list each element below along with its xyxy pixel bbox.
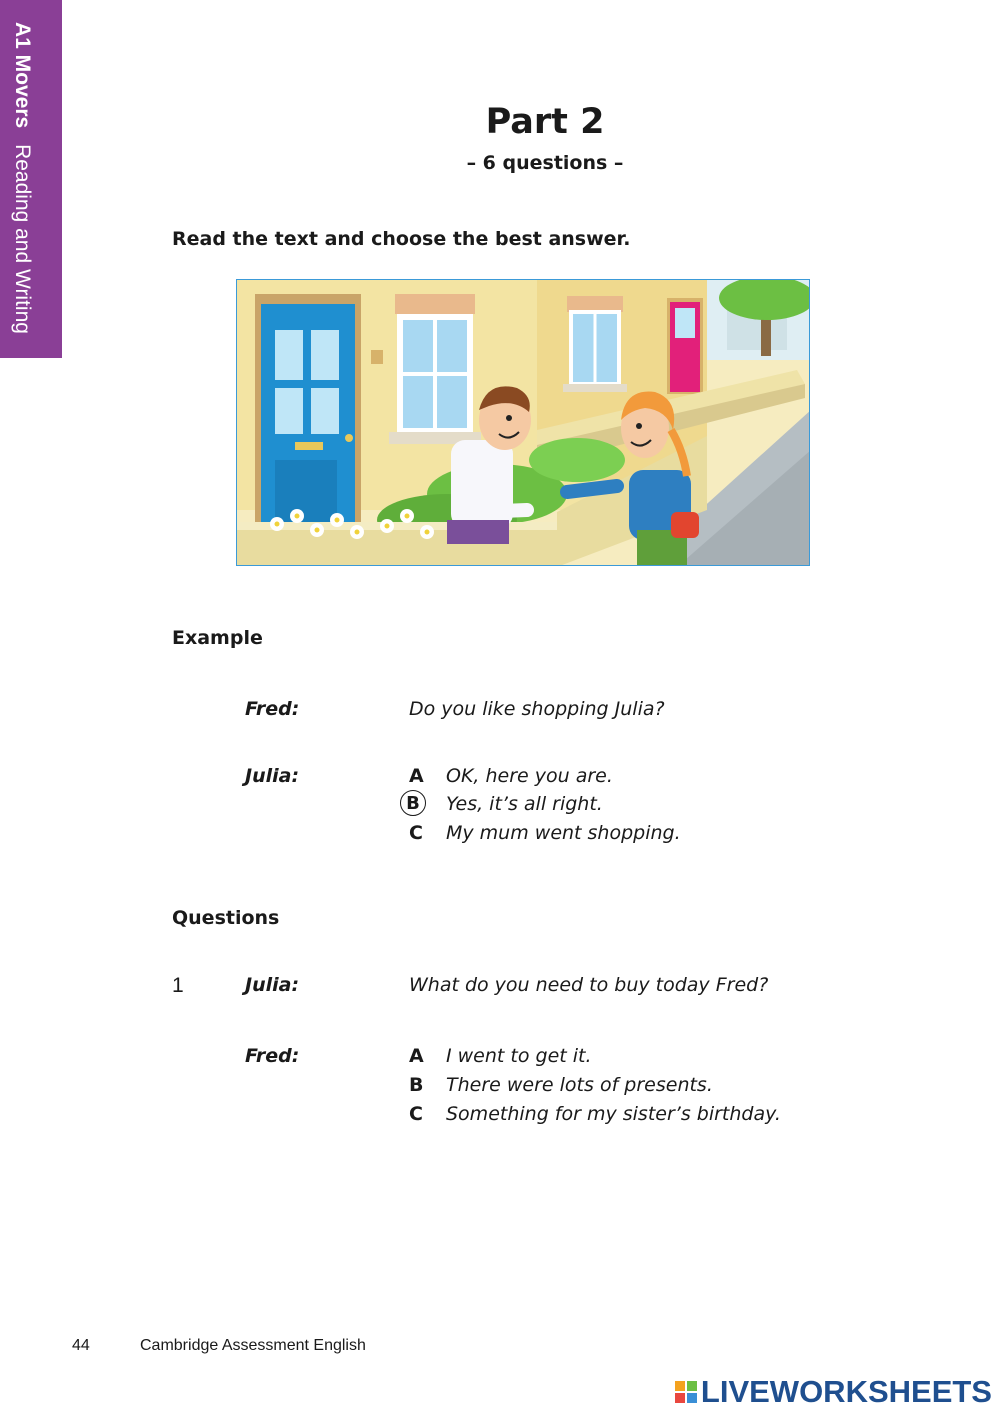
questions-heading: Questions	[172, 907, 280, 929]
option-text[interactable]: Something for my sister’s birthday.	[446, 1103, 781, 1125]
part-title: Part 2	[485, 102, 605, 142]
liveworksheets-watermark[interactable]	[675, 1375, 992, 1409]
question-number: 1	[172, 974, 184, 997]
instruction-text: Read the text and choose the best answer.	[172, 228, 631, 250]
side-tab-level: A1 Movers	[11, 22, 34, 129]
example-question: Do you like shopping Julia?	[409, 698, 665, 720]
illustration-street-scene	[236, 279, 810, 566]
side-tab	[0, 0, 62, 358]
question-1-speaker-fred: Fred:	[245, 1045, 300, 1067]
publisher-name: Cambridge Assessment English	[140, 1337, 366, 1354]
example-heading: Example	[172, 627, 263, 649]
option-text[interactable]: I went to get it.	[446, 1045, 592, 1067]
page-number: 44	[72, 1337, 90, 1354]
example-speaker-julia: Julia:	[245, 765, 300, 787]
option-letter: C	[409, 822, 423, 844]
option-text: OK, here you are.	[446, 765, 613, 787]
liveworksheets-logo-icon	[675, 1381, 697, 1403]
side-tab-text	[10, 22, 34, 334]
watermark-text: LIVEWORKSHEETS	[700, 1374, 992, 1409]
part-subtitle: – 6 questions –	[466, 152, 624, 174]
question-1-text: What do you need to buy today Fred?	[409, 974, 769, 996]
option-letter-circled: B	[400, 790, 426, 816]
side-tab-paper: Reading and Writing	[11, 144, 34, 334]
illustration-svg	[237, 280, 810, 566]
option-letter[interactable]: A	[409, 1045, 424, 1067]
example-speaker-fred: Fred:	[245, 698, 300, 720]
option-letter: A	[409, 765, 424, 787]
option-text: My mum went shopping.	[446, 822, 681, 844]
option-text: Yes, it’s all right.	[446, 793, 603, 815]
option-text[interactable]: There were lots of presents.	[446, 1074, 713, 1096]
question-1-speaker-julia: Julia:	[245, 974, 300, 996]
option-letter[interactable]: C	[409, 1103, 423, 1125]
option-letter[interactable]: B	[409, 1074, 424, 1096]
